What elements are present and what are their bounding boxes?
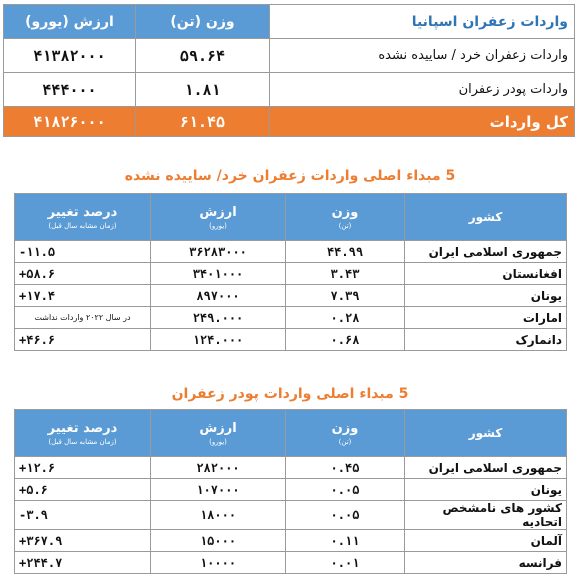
value-cell: ۱۰۷۰۰۰ xyxy=(151,479,286,501)
table2-head-value: ارزش (یورو) xyxy=(151,410,286,457)
table-row xyxy=(15,479,567,501)
table-row xyxy=(15,263,567,285)
table1-head-weight: وزن (تن) xyxy=(286,194,405,241)
table-row xyxy=(15,285,567,307)
summary-value: ۴۴۴۰۰۰ xyxy=(4,73,136,107)
table2-head-country: کشور xyxy=(405,410,567,457)
change-cell: +۱۲.۶ xyxy=(15,457,151,479)
summary-total-row xyxy=(4,107,575,137)
weight-cell: ۰.۲۸ xyxy=(286,307,405,329)
weight-cell: ۰.۱۱ xyxy=(286,530,405,552)
change-cell: در سال ۲۰۲۲ واردات نداشت xyxy=(15,307,151,329)
total-label: کل واردات xyxy=(270,107,575,137)
table1-title: 5 مبداء اصلی واردات زعفران خرد/ ساییده نشده xyxy=(124,168,456,184)
table-row xyxy=(15,530,567,552)
country-cell: یونان xyxy=(405,479,567,501)
country-cell: کشور های نامشخص اتحادیه xyxy=(405,501,567,530)
summary-table xyxy=(3,4,575,137)
country-cell: یونان xyxy=(405,285,567,307)
weight-cell: ۰.۴۵ xyxy=(286,457,405,479)
table1 xyxy=(14,193,567,351)
weight-cell: ۰.۰۱ xyxy=(286,552,405,574)
value-cell: ۲۴۹.۰۰۰ xyxy=(151,307,286,329)
weight-cell: ۰.۰۵ xyxy=(286,501,405,530)
change-cell: -۱۱.۵ xyxy=(15,241,151,263)
summary-label: واردات پودر زعفران xyxy=(270,73,575,107)
change-cell: +۴۶.۶ xyxy=(15,329,151,351)
value-cell: ۱۸۰۰۰ xyxy=(151,501,286,530)
table2-header-row xyxy=(15,410,567,457)
change-cell: +۵۸.۶ xyxy=(15,263,151,285)
table1-head-country: کشور xyxy=(405,194,567,241)
table2-head-weight: وزن (تن) xyxy=(286,410,405,457)
country-cell: فرانسه xyxy=(405,552,567,574)
summary-header-weight: وزن (تن) xyxy=(136,5,270,39)
weight-cell: ۰.۰۵ xyxy=(286,479,405,501)
summary-weight: ۱.۸۱ xyxy=(136,73,270,107)
country-cell: آلمان xyxy=(405,530,567,552)
weight-cell: ۳.۴۳ xyxy=(286,263,405,285)
change-cell: -۳.۹ xyxy=(15,501,151,530)
country-cell: افغانستان xyxy=(405,263,567,285)
total-value: ۴۱۸۲۶۰۰۰ xyxy=(4,107,136,137)
weight-cell: ۷.۳۹ xyxy=(286,285,405,307)
country-cell: جمهوری اسلامی ایران xyxy=(405,457,567,479)
value-cell: ۳۴۰۱۰۰۰ xyxy=(151,263,286,285)
table2 xyxy=(14,409,567,574)
table1-head-value: ارزش (یورو) xyxy=(151,194,286,241)
table-row xyxy=(15,457,567,479)
table2-head-change: درصد تغییر (زمان مشابه سال قبل) xyxy=(15,410,151,457)
summary-header-value: ارزش (یورو) xyxy=(4,5,136,39)
value-cell: ۱۲۴.۰۰۰ xyxy=(151,329,286,351)
weight-cell: ۴۴.۹۹ xyxy=(286,241,405,263)
value-cell: ۳۶۲۸۳۰۰۰ xyxy=(151,241,286,263)
table1-header-row xyxy=(15,194,567,241)
country-cell: جمهوری اسلامی ایران xyxy=(405,241,567,263)
table-row xyxy=(15,307,567,329)
summary-label: واردات زعفران خرد / ساییده نشده xyxy=(270,39,575,73)
value-cell: ۱۰۰۰۰ xyxy=(151,552,286,574)
change-cell: +۱۷.۴ xyxy=(15,285,151,307)
table-row xyxy=(15,501,567,530)
total-weight: ۶۱.۴۵ xyxy=(136,107,270,137)
change-cell: +۳۶۷.۹ xyxy=(15,530,151,552)
change-cell: +۲۴۴.۷ xyxy=(15,552,151,574)
summary-weight: ۵۹.۶۴ xyxy=(136,39,270,73)
value-cell: ۱۵۰۰۰ xyxy=(151,530,286,552)
table-row xyxy=(15,552,567,574)
value-cell: ۲۸۲۰۰۰ xyxy=(151,457,286,479)
change-cell: +۵.۶ xyxy=(15,479,151,501)
weight-cell: ۰.۶۸ xyxy=(286,329,405,351)
table1-head-change: درصد تغییر (زمان مشابه سال قبل) xyxy=(15,194,151,241)
country-cell: امارات xyxy=(405,307,567,329)
summary-header-title: واردات زعفران اسپانیا xyxy=(270,5,575,39)
table-row xyxy=(15,329,567,351)
summary-row xyxy=(4,39,575,73)
table-row xyxy=(15,241,567,263)
summary-value: ۴۱۳۸۲۰۰۰ xyxy=(4,39,136,73)
country-cell: دانمارک xyxy=(405,329,567,351)
summary-row xyxy=(4,73,575,107)
value-cell: ۸۹۷۰۰۰ xyxy=(151,285,286,307)
table2-title: 5 مبداء اصلی واردات پودر زعفران xyxy=(171,386,409,402)
